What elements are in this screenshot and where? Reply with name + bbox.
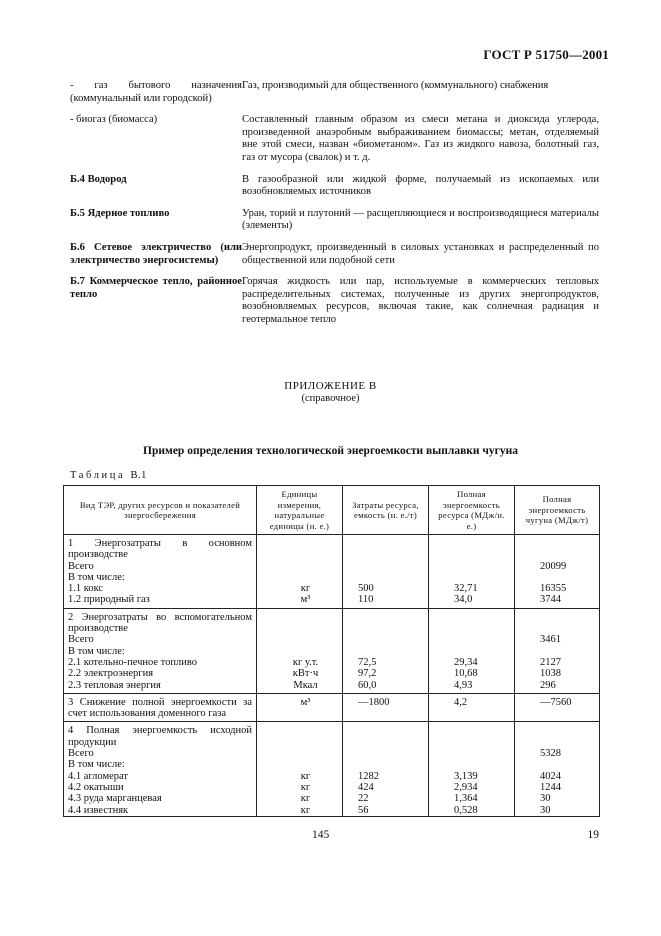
cell-iron-energy: 30	[540, 804, 551, 816]
page-number-center: 145	[312, 829, 330, 841]
cell-unit: кг	[300, 770, 311, 782]
cell-iron-energy: 2127	[540, 656, 561, 668]
cell-cost	[358, 538, 424, 561]
cell-resource-energy: 4,93	[454, 679, 473, 691]
cell-resource: 4 Полная энергоемкость исходной продукции	[68, 725, 252, 748]
example-title: Пример определения технологической энергоемкости выплавки чугуна	[143, 445, 518, 457]
cell-unit: Мкал	[293, 679, 318, 691]
definition-description: Энергопродукт, произведенный в силовых установках и распределенный по общественной или подобной сети	[242, 241, 599, 266]
cell-unit: кг	[300, 793, 311, 805]
definition-description: Горячая жидкость или пар, используемые в коммерческих тепловых распределительных системах, полученные из других энергопродуктов, возобновляемых ресурсов, включая такие, как солнечная радиация и геотермальное тепло	[242, 276, 599, 325]
cell-resource-energy: 1,364	[454, 793, 478, 805]
cell-cost: 56	[358, 804, 369, 816]
cell-resource-energy: 4,2	[454, 696, 468, 708]
definition-description: Составленный главным образом из смеси метана и диоксида углерода, произведенной анаэробным выбраживанием биомассы; метан, отделяемый вне этой смеси, назван «биометаном». Газ из жидкого навоза, болотный газ, газ от мусора (свалок) и т. д.	[242, 114, 599, 163]
cell-cost-column	[343, 693, 429, 722]
definition-item	[70, 242, 599, 267]
table-section	[64, 722, 600, 816]
header-resource-energy: Полная энергоемкость ресурса (МДж/н. е.)	[429, 486, 515, 535]
cell-resource-column	[64, 693, 257, 722]
cell-cost	[358, 725, 424, 748]
header-iron-energy: Полная энергоемкость чугуна (МДж/т)	[515, 486, 600, 535]
cell-iron-energy: 296	[540, 679, 556, 691]
cell-iron-energy-column	[515, 608, 600, 693]
cell-iron-energy: 3744	[540, 594, 561, 606]
cell-resource-energy: 2,934	[454, 781, 478, 793]
definition-term: - газ бытового назначения (коммунальный или городской)	[70, 80, 242, 104]
cell-unit: кВт·ч	[292, 668, 319, 680]
cell-resource: 1 Энергозатраты в основном производстве	[68, 538, 252, 561]
energy-table	[63, 485, 600, 817]
cell-iron-energy: 30	[540, 793, 551, 805]
cell-unit	[273, 538, 338, 561]
cell-resource: В том числе:	[68, 759, 125, 771]
cell-resource-energy-column	[429, 608, 515, 693]
definition-item	[70, 276, 599, 326]
cell-resource-energy-column	[429, 693, 515, 722]
cell-resource-energy: 32,71	[454, 583, 478, 595]
cell-cost	[358, 646, 424, 657]
cell-unit-column	[257, 608, 343, 693]
table-label	[70, 470, 147, 481]
cell-unit	[273, 759, 338, 770]
cell-cost	[358, 634, 424, 645]
definitions-list	[70, 80, 599, 336]
cell-cost: 22	[358, 793, 369, 805]
cell-unit	[273, 612, 338, 635]
cell-unit: кг	[300, 583, 311, 595]
cell-cost: 110	[358, 594, 374, 606]
cell-resource-column	[64, 535, 257, 609]
cell-unit	[273, 748, 338, 759]
cell-cost: 424	[358, 781, 374, 793]
cell-unit-column	[257, 535, 343, 609]
cell-cost: 1282	[358, 770, 379, 782]
table-section	[64, 535, 600, 609]
cell-resource-energy-column	[429, 535, 515, 609]
page-number-right: 19	[587, 829, 599, 841]
cell-iron-energy: 1038	[540, 668, 561, 680]
cell-resource-energy: 29,34	[454, 656, 478, 668]
cell-iron-energy: 16355	[540, 583, 567, 595]
cell-resource: 1.2 природный газ	[68, 594, 150, 606]
cell-cost: —1800	[358, 696, 390, 708]
definition-term: Б.5 Ядерное топливо	[70, 207, 170, 219]
cell-resource-energy	[454, 612, 510, 635]
cell-resource: 2.2 электроэнергия	[68, 668, 154, 680]
cell-resource: В том числе:	[68, 571, 125, 583]
cell-iron-energy: —7560	[540, 696, 572, 708]
cell-resource: 4.1 агломерат	[68, 770, 129, 782]
cell-iron-energy	[540, 725, 595, 748]
cell-unit	[273, 561, 338, 572]
cell-resource-energy	[454, 561, 510, 572]
cell-unit	[273, 634, 338, 645]
cell-cost	[358, 572, 424, 583]
cell-resource-energy: 10,68	[454, 668, 478, 680]
definition-term: Б.7 Коммерческое тепло, районное тепло	[70, 276, 242, 300]
cell-cost	[358, 759, 424, 770]
definition-description: Газ, производимый для общественного (коммунального) снабжения	[242, 80, 549, 91]
cell-iron-energy	[540, 538, 595, 561]
cell-resource-energy-column	[429, 722, 515, 816]
cell-cost: 97,2	[358, 668, 377, 680]
cell-cost: 72,5	[358, 656, 377, 668]
cell-cost	[358, 561, 424, 572]
cell-iron-energy-column	[515, 693, 600, 722]
cell-iron-energy: 5328	[540, 748, 561, 760]
table-section	[64, 608, 600, 693]
cell-unit: кг	[300, 781, 311, 793]
definition-description: В газообразной или жидкой форме, получаемый из ископаемых или возобновляемых источников	[242, 173, 599, 198]
cell-unit-column	[257, 722, 343, 816]
cell-unit	[273, 646, 338, 657]
cell-unit-column	[257, 693, 343, 722]
cell-resource-energy	[454, 634, 510, 645]
cell-resource-energy	[454, 748, 510, 759]
table-label-number: В.1	[130, 470, 147, 481]
definition-item	[70, 208, 599, 233]
definition-term: Б.4 Водород	[70, 173, 127, 185]
cell-unit: кг	[300, 804, 311, 816]
cell-resource-column	[64, 722, 257, 816]
table-section	[64, 693, 600, 722]
definition-item	[70, 174, 599, 199]
cell-iron-energy: 3461	[540, 634, 561, 646]
cell-iron-energy	[540, 759, 595, 770]
cell-unit: м³	[300, 696, 311, 708]
cell-iron-energy: 4024	[540, 770, 561, 782]
cell-cost	[358, 748, 424, 759]
cell-resource-column	[64, 608, 257, 693]
definition-item	[70, 114, 599, 164]
cell-unit	[273, 572, 338, 583]
cell-resource: 4.3 руда марганцевая	[68, 793, 162, 805]
appendix-title: ПРИЛОЖЕНИЕ В	[284, 380, 377, 392]
cell-resource-energy: 0,528	[454, 804, 478, 816]
cell-iron-energy: 20099	[540, 560, 567, 572]
cell-iron-energy	[540, 612, 595, 635]
definition-term: - биогаз (биомасса)	[70, 114, 158, 126]
cell-resource-energy: 3,139	[454, 770, 478, 782]
cell-resource: 2.1 котельно-печное топливо	[68, 656, 197, 668]
standard-number: ГОСТ Р 51750—2001	[483, 47, 609, 62]
appendix-subtitle: (справочное)	[301, 393, 360, 404]
header-cost: Затраты ресурса, емкость (н. е./т)	[343, 486, 429, 535]
definition-description: Уран, торий и плутоний — расщепляющиеся и воспроизводящиеся материалы (элементы)	[242, 207, 599, 232]
cell-resource-energy	[454, 759, 510, 770]
cell-resource: 4.2 окатыши	[68, 781, 124, 793]
cell-resource-energy	[454, 572, 510, 583]
cell-cost-column	[343, 535, 429, 609]
cell-unit: м³	[300, 594, 311, 606]
cell-cost: 500	[358, 583, 374, 595]
cell-resource: Всего	[68, 560, 94, 572]
cell-resource: Всего	[68, 634, 94, 646]
cell-iron-energy: 1244	[540, 781, 561, 793]
cell-cost-column	[343, 608, 429, 693]
cell-resource-energy	[454, 646, 510, 657]
header-resource: Вид ТЭР, других ресурсов и показателей энергосбережения	[64, 486, 257, 535]
cell-resource: 4.4 известняк	[68, 804, 129, 816]
cell-resource: 3 Снижение полной энергоемкости за счет использования доменного газа	[68, 696, 252, 720]
cell-resource-energy: 34,0	[454, 594, 473, 606]
cell-resource: Всего	[68, 748, 94, 760]
cell-resource: 2.3 тепловая энергия	[68, 679, 161, 691]
definition-item	[70, 80, 599, 105]
table-label-word: Таблица	[70, 470, 126, 481]
cell-unit: кг у.т.	[292, 656, 319, 668]
header-units: Единицы измерения, натуральные единицы (н. е.)	[257, 486, 343, 535]
cell-cost: 60,0	[358, 679, 377, 691]
definition-term: Б.6 Сетевое электричество (или электричество энергосистемы)	[70, 241, 242, 266]
cell-iron-energy	[540, 646, 595, 657]
cell-iron-energy-column	[515, 722, 600, 816]
cell-resource-energy	[454, 725, 510, 748]
cell-resource-energy	[454, 538, 510, 561]
cell-unit	[273, 725, 338, 748]
table-header-row	[64, 486, 600, 535]
cell-resource: 1.1 кокс	[68, 583, 104, 595]
cell-resource: В том числе:	[68, 645, 125, 657]
cell-iron-energy-column	[515, 535, 600, 609]
cell-resource: 2 Энергозатраты во вспомогательном производстве	[68, 611, 252, 635]
cell-cost	[358, 612, 424, 635]
cell-cost-column	[343, 722, 429, 816]
cell-iron-energy	[540, 572, 595, 583]
